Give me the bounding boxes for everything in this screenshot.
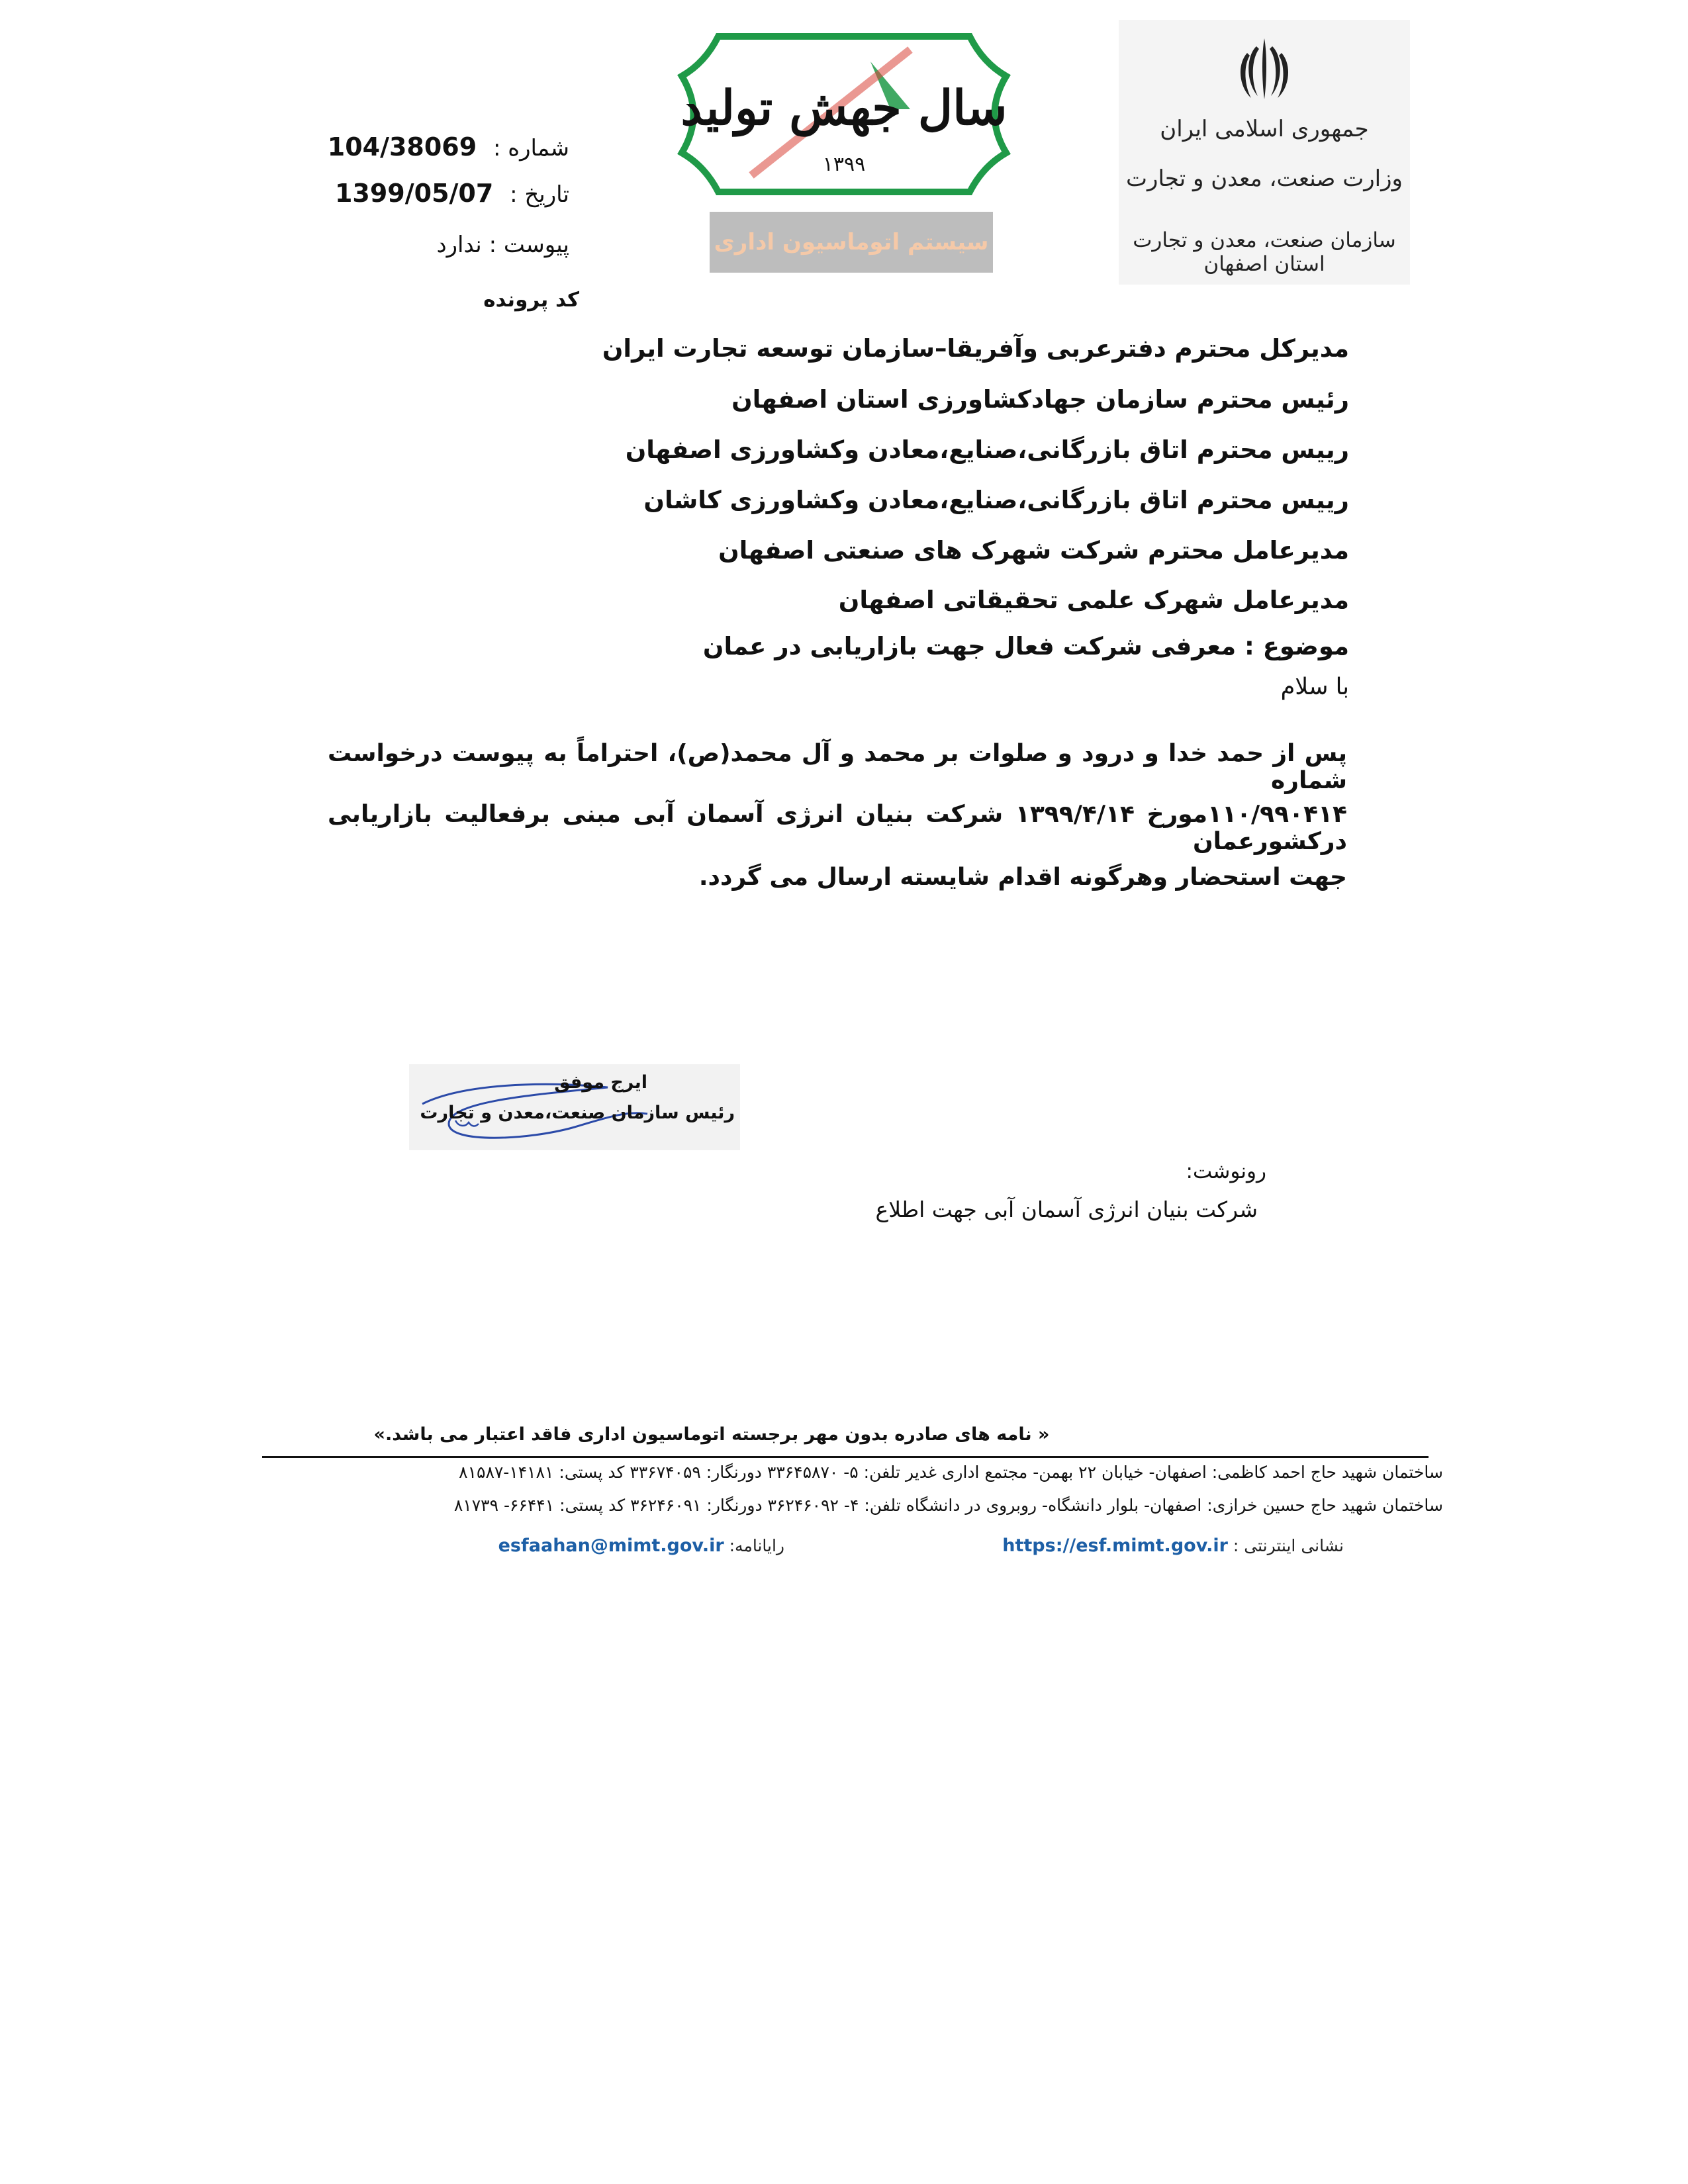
subject-line: موضوع : معرفی شرکت فعال جهت بازاریابی در عمان: [702, 632, 1349, 660]
greeting: با سلام: [1280, 674, 1349, 700]
footer-address-1: ساختمان شهید حاج احمد کاظمی: اصفهان- خیابان ۲۲ بهمن- مجتمع اداری غدیر تلفن: ۵- ۳۳۶۴۵۸۷۰ دورنگار: ۳۳۶۷۴۰۵۹ کد پستی: ۱۴۱۸۱-۸۱۵۸۷: [459, 1463, 1443, 1482]
attachment-info: پیوست : ندارد: [436, 232, 569, 258]
cc-label: رونوشت:: [1186, 1160, 1266, 1183]
letter-number-value: 104/38069: [327, 132, 477, 161]
letter-date: [335, 179, 569, 208]
footer-address-2: ساختمان شهید حاج حسین خرازی: اصفهان- بلوار دانشگاه- روبروی در دانشگاه تلفن: ۴- ۳۶۲۴۶۰۹۲ دورنگار: ۳۶۲۴۶۰۹۱ کد پستی: ۶۶۴۴۱- ۸۱۷۳۹: [453, 1496, 1443, 1515]
signer-name: ایرج موفق: [554, 1072, 647, 1093]
slogan-year: ۱۳۹۹: [822, 153, 866, 176]
recipient-line: مدیرکل محترم دفترعربی وآفریقا–سازمان توسعه تجارت ایران: [602, 334, 1349, 363]
body-line-1: پس از حمد خدا و درود و صلوات بر محمد و آل محمد(ص)، احتراماً به پیوست درخواست شماره: [328, 740, 1347, 794]
recipient-line: رییس محترم اتاق بازرگانی،صنایع،معادن وکشاورزی اصفهان: [625, 435, 1349, 464]
signature-stamp: [409, 1064, 740, 1150]
website-label: نشانی اینترنتی :: [1233, 1536, 1344, 1555]
body-line-2: ۱۱۰/۹۹۰۴۱۴مورخ ۱۳۹۹/۴/۱۴ شرکت بنیان انرژی آسمان آبی مبنی برفعالیت بازاریابی درکشورعمان: [328, 801, 1348, 855]
slogan-text: سال جهش تولید: [680, 79, 1008, 136]
footer-website: [1002, 1535, 1344, 1556]
cc-text: شرکت بنیان انرژی آسمان آبی جهت اطلاع: [875, 1197, 1258, 1222]
slogan-logo: [672, 30, 1016, 199]
letter-number: [328, 132, 569, 161]
recipient-line: مدیرعامل شهرک علمی تحقیقاتی اصفهان: [838, 586, 1349, 614]
organization-header: [1119, 20, 1410, 285]
letter-date-label: تاریخ :: [510, 181, 569, 208]
signer-title: رئیس سازمان صنعت،معدن و تجارت: [420, 1103, 735, 1123]
organization-name: سازمان صنعت، معدن و تجارت استان اصفهان: [1133, 228, 1396, 276]
letter-date-value: 1399/05/07: [334, 179, 494, 208]
recipient-line: رییس محترم اتاق بازرگانی،صنایع،معادن وکشاورزی کاشان: [643, 486, 1349, 514]
file-code-label: کد پرونده: [483, 288, 579, 312]
recipient-line: رئیس محترم سازمان جهادکشاورزی استان اصفهان: [731, 385, 1349, 414]
ministry-name: وزارت صنعت، معدن و تجارت: [1126, 165, 1403, 192]
footer-email: [498, 1535, 784, 1556]
footer-divider: [262, 1456, 1429, 1458]
website-link[interactable]: https://esf.mimt.gov.ir: [1002, 1535, 1228, 1556]
letter-number-label: شماره :: [493, 135, 569, 161]
automation-badge: سیستم اتوماسیون اداری: [710, 212, 993, 273]
email-link[interactable]: esfaahan@mimt.gov.ir: [498, 1535, 724, 1556]
iran-emblem-icon: [1231, 33, 1297, 106]
body-line-3: جهت استحضار وهرگونه اقدام شایسته ارسال می گردد.: [698, 864, 1347, 891]
email-label: رایانامه:: [729, 1536, 784, 1555]
country-name: جمهوری اسلامی ایران: [1160, 116, 1369, 142]
footer-notice: « نامه های صادره بدون مهر برجسته اتوماسیون اداری فاقد اعتبار می باشد.»: [373, 1424, 1050, 1445]
recipient-line: مدیرعامل محترم شرکت شهرک های صنعتی اصفهان: [718, 536, 1349, 565]
